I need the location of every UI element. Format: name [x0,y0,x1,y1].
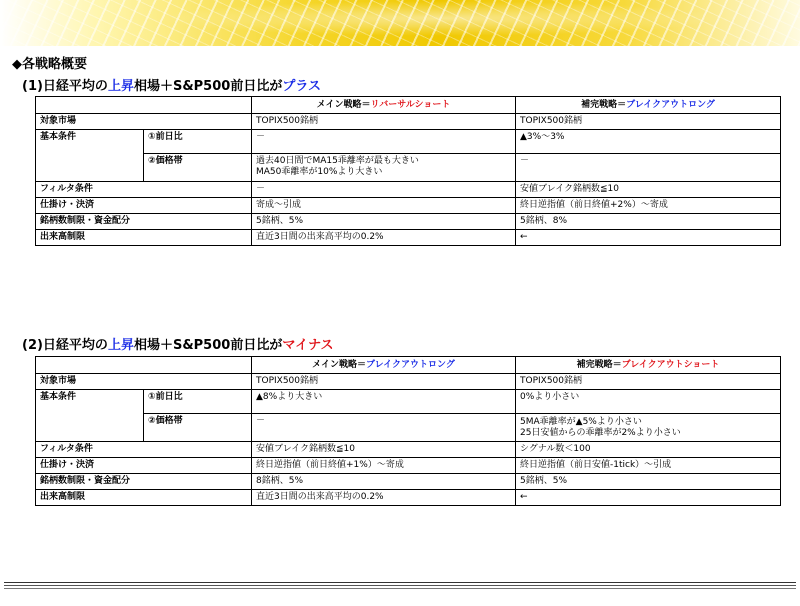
cell-main: TOPIX500銘柄 [252,114,516,130]
cell-supp: ← [516,230,781,246]
cell-supp: 終日逆指値（前日終値+2%）～寄成 [516,198,781,214]
cell-main: 安値ブレイク銘柄数≦10 [252,442,516,458]
supp-strategy-header: 補完戦略＝ブレイクアウトショート [516,357,781,374]
cell-supp: ← [516,490,781,506]
cell-supp: TOPIX500銘柄 [516,374,781,390]
section-heading: ◆各戦略概要 [12,57,87,72]
row-label-volume: 出来高制限 [36,230,252,246]
table2-title: (2)日経平均の上昇相場＋S&P500前日比がマイナス [22,338,334,353]
cell-main: － [252,414,516,442]
strategy-table-1 [35,96,781,246]
supp-strategy-header: 補完戦略＝ブレイクアウトロング [516,97,781,114]
cell-supp: 終日逆指値（前日安値-1tick）～引成 [516,458,781,474]
row-label-market: 対象市場 [36,374,252,390]
cell-supp: － [516,154,781,182]
row-label-filter: フィルタ条件 [36,442,252,458]
main-strategy-header: メイン戦略＝ブレイクアウトロング [252,357,516,374]
table-row [36,458,781,474]
cell-supp: 5MA乖離率が▲5%より小さい 25日安値からの乖離率が2%より小さい [516,414,781,442]
cell-main: 5銘柄、5% [252,214,516,230]
header-empty [36,357,252,374]
table-row [36,154,781,182]
table-row [36,474,781,490]
row-label-market: 対象市場 [36,114,252,130]
row-label-volume: 出来高制限 [36,490,252,506]
main-strategy-header: メイン戦略＝リバーサルショート [252,97,516,114]
cell-supp: TOPIX500銘柄 [516,114,781,130]
row-label-alloc: 銘柄数制限・資金配分 [36,214,252,230]
cell-main: 直近3日間の出来高平均の0.2% [252,230,516,246]
cell-supp: 5銘柄、8% [516,214,781,230]
table-row [36,490,781,506]
cell-main: － [252,182,516,198]
cell-supp: 0%より小さい [516,390,781,414]
cell-supp: シグナル数＜100 [516,442,781,458]
row-label-prev-day: ①前日比 [144,130,252,154]
cell-main: ▲8%より大きい [252,390,516,414]
row-label-exec: 仕掛け・決済 [36,458,252,474]
table-row [36,374,781,390]
cell-main: － [252,130,516,154]
table-row [36,230,781,246]
table-row [36,442,781,458]
table-row [36,114,781,130]
row-label-base: 基本条件 [36,390,144,442]
footer-divider [4,585,796,586]
cell-main: 終日逆指値（前日終値+1%）～寄成 [252,458,516,474]
table-row [36,198,781,214]
table-header-row [36,97,781,114]
cell-main: 寄成～引成 [252,198,516,214]
cell-main: 直近3日間の出来高平均の0.2% [252,490,516,506]
cell-main: TOPIX500銘柄 [252,374,516,390]
cell-main: 8銘柄、5% [252,474,516,490]
table-row [36,182,781,198]
row-label-base: 基本条件 [36,130,144,182]
cell-main: 過去40日間でMA15乖離率が最も大きい MA50乖離率が10%より大きい [252,154,516,182]
strategy-table-2 [35,356,781,506]
row-label-filter: フィルタ条件 [36,182,252,198]
header-empty [36,97,252,114]
table-row [36,214,781,230]
table-header-row [36,357,781,374]
row-label-price-band: ②価格帯 [144,154,252,182]
row-label-price-band: ②価格帯 [144,414,252,442]
table-row [36,390,781,414]
footer-divider [4,588,796,589]
row-label-alloc: 銘柄数制限・資金配分 [36,474,252,490]
cell-supp: ▲3%～3% [516,130,781,154]
footer-divider [4,582,796,583]
row-label-prev-day: ①前日比 [144,390,252,414]
header-banner [0,0,800,46]
row-label-exec: 仕掛け・決済 [36,198,252,214]
table-row [36,414,781,442]
cell-supp: 安値ブレイク銘柄数≦10 [516,182,781,198]
table-row [36,130,781,154]
cell-supp: 5銘柄、5% [516,474,781,490]
table1-title: (1)日経平均の上昇相場＋S&P500前日比がプラス [22,79,321,94]
